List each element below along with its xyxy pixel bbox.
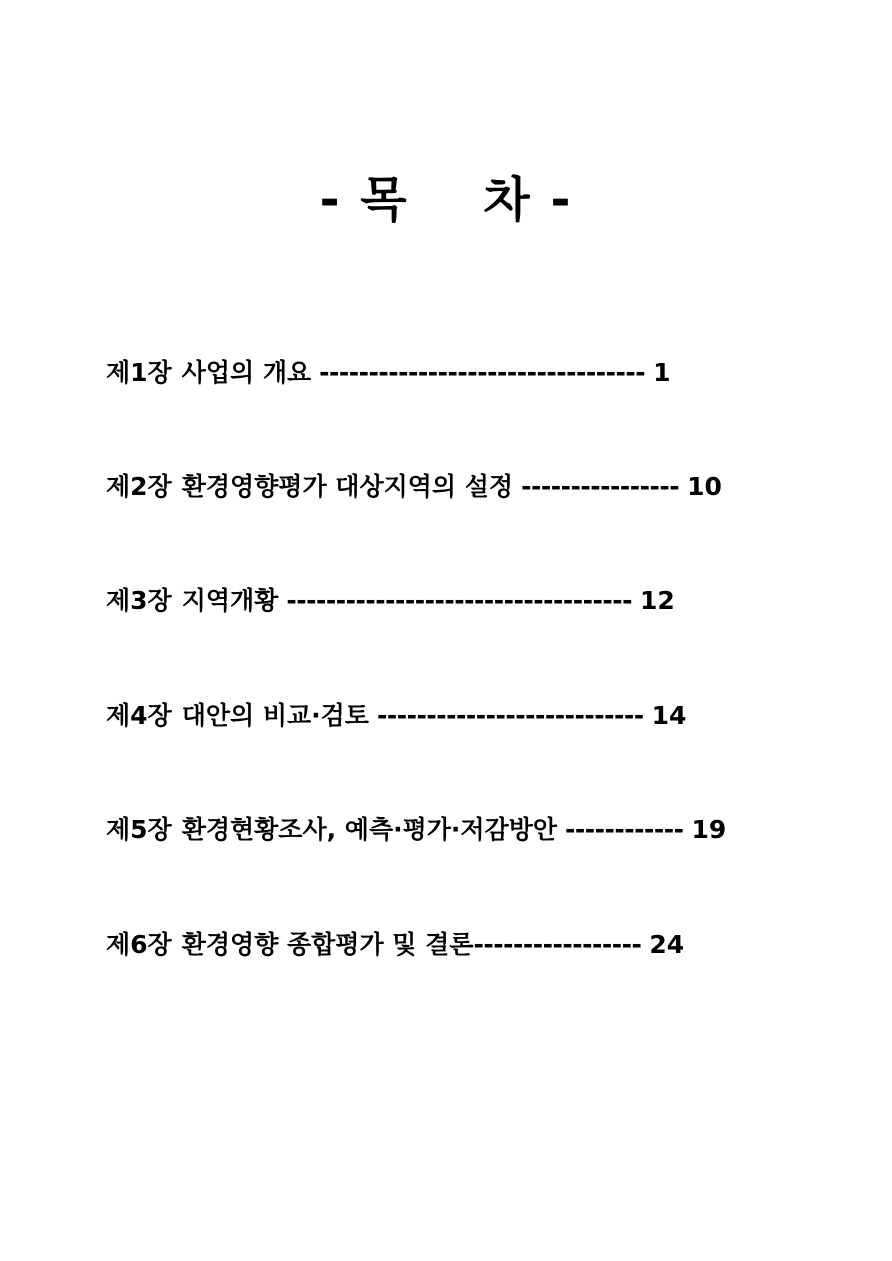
toc-chapter-title: 환경영향 종합평가 및 결론	[181, 930, 474, 959]
toc-chapter-number: 제3장	[106, 586, 172, 615]
toc-chapter-number: 제4장	[106, 701, 172, 730]
toc-dot-leader: ------------	[565, 815, 684, 844]
toc-page-number: 24	[649, 930, 685, 959]
toc-dot-leader: ---------------------------	[376, 701, 644, 730]
toc-chapter-number: 제1장	[106, 358, 172, 387]
toc-chapter-number: 제5장	[106, 815, 172, 844]
toc-page-number: 1	[653, 358, 671, 387]
toc-chapter-title: 지역개황	[181, 586, 279, 615]
toc-dot-leader: ----------------	[521, 472, 680, 501]
toc-dot-leader: -----------------------------------	[286, 586, 632, 615]
toc-chapter-title: 대안의 비교·검토	[181, 701, 369, 730]
toc-entry[interactable]	[106, 810, 726, 850]
toc-entry[interactable]	[106, 353, 671, 393]
toc-dot-leader: -----------------	[473, 930, 642, 959]
toc-page-number: 12	[639, 586, 675, 615]
toc-entry[interactable]	[106, 925, 684, 965]
toc-chapter-title: 사업의 개요	[181, 358, 312, 387]
toc-chapter-number: 제6장	[106, 930, 172, 959]
toc-dot-leader: ---------------------------------	[319, 358, 646, 387]
toc-page-number: 10	[687, 472, 722, 501]
page-title: - 목 차 -	[319, 172, 573, 228]
toc-page-number: 14	[651, 701, 687, 730]
toc-chapter-title: 환경현황조사, 예측·평가·저감방안	[181, 815, 557, 844]
toc-page-number: 19	[691, 815, 727, 844]
toc-entry[interactable]	[106, 467, 722, 507]
toc-entry[interactable]	[106, 581, 675, 621]
toc-entry[interactable]	[106, 696, 686, 736]
toc-chapter-number: 제2장	[106, 472, 172, 501]
toc-chapter-title: 환경영향평가 대상지역의 설정	[181, 472, 514, 501]
